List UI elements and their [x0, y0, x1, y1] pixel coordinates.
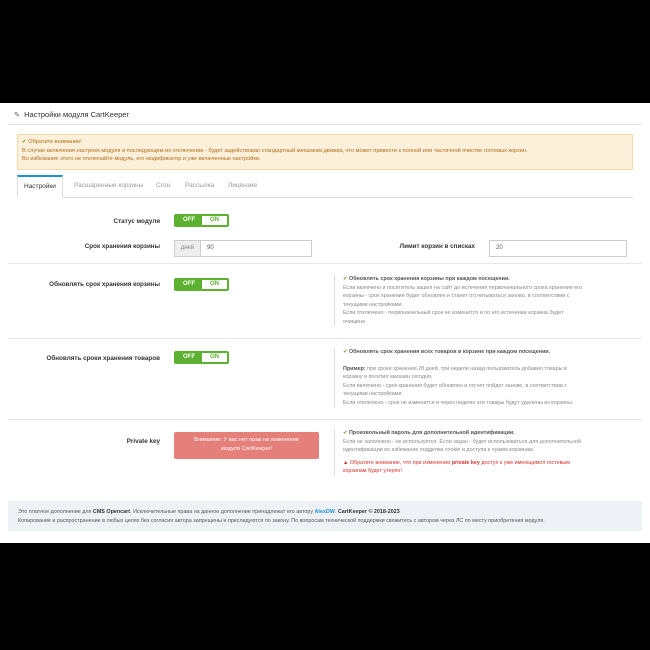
tab-license[interactable]: Лицензия: [228, 182, 257, 189]
help-line: идентификации во избежание подделки cookie и доступа к чужим корзинам.: [343, 447, 535, 453]
divider: [8, 263, 642, 264]
warning-alert: [17, 134, 633, 170]
check-icon: ✔: [343, 276, 348, 282]
brand: CartKeeper © 2018-2023: [337, 509, 400, 515]
check-icon: ✔: [343, 349, 348, 355]
warning-icon: ▲: [343, 459, 349, 466]
check-icon: ✔: [22, 139, 27, 145]
module-settings-panel: [0, 103, 650, 543]
help-line: Если не заполнено - не используется. Если задан - будет использоваться для дополнительной: [343, 438, 581, 445]
help-line: корзины - срок хранения будет обновлен и станет отсчитываться заново, в соответствии с: [343, 293, 570, 299]
footer: [8, 501, 642, 531]
notice-line: Внимание: У вас нет прав на изменение: [194, 437, 299, 443]
help-line: корзину и посетил магазин сегодня.: [343, 374, 433, 380]
tab-cron[interactable]: Crон: [156, 182, 171, 189]
cms-name: CMS Opencart: [92, 509, 131, 515]
tab-shared-carts[interactable]: Расшаренные корзины: [74, 182, 144, 189]
help-title: Обновлять срок хранения корзины при каждом посещении.: [349, 276, 510, 282]
footer-text: . Исключительные права на данное дополнение принадлежат его автору: [130, 509, 315, 515]
storage-input-group[interactable]: [174, 240, 312, 257]
toggle-off[interactable]: OFF: [176, 280, 202, 289]
storage-label: Срок хранения корзины: [84, 243, 160, 250]
help-title: Обновлять срок хранения всех товаров в корзине при каждом посещении.: [349, 349, 551, 355]
footer-text: .: [334, 509, 338, 515]
status-label: Статус модуля: [113, 218, 160, 225]
no-permission-notice: [174, 432, 319, 459]
check-icon: ✔: [343, 430, 348, 436]
panel-heading: [8, 105, 642, 125]
warn-text: корзинам будет утерян!: [343, 468, 402, 474]
footer-text: Это платное дополнение для: [18, 509, 93, 515]
help-line: Если отключено - первоначальный срок не изменится и по его истечении корзина будет: [343, 310, 564, 316]
update-goods-label: Обновлять сроки хранения товаров: [46, 355, 160, 362]
footer-line: Копирование и распространение в любых целях без согласия автора запрещены и преследуются по закону. По вопросам технической поддержки свяжитесь с автором через ЛС по месту приобретения модуля.: [18, 518, 545, 524]
tab-mailing[interactable]: Рассылка: [185, 182, 215, 189]
toggle-on[interactable]: ON: [202, 353, 227, 362]
limit-input[interactable]: 20: [489, 240, 627, 257]
private-key-help: [334, 429, 643, 476]
private-key-label: Private key: [126, 438, 160, 445]
alert-title: Обратите внимание!: [28, 139, 82, 145]
tab-settings[interactable]: Настройки: [17, 175, 63, 198]
limit-label: Лимит корзин в списках: [399, 243, 475, 250]
days-addon: дней: [175, 241, 201, 256]
help-line: текущими настройками.: [343, 301, 404, 308]
update-cart-help: [334, 275, 643, 326]
page-title: Настройки модуля CartKeeper: [24, 110, 129, 119]
help-line: текущими настройками.: [343, 391, 404, 397]
help-line: очищена: [343, 318, 366, 325]
alert-text-2: Во избежание этого не отключайте модуль, его модификатор и уже включенные настройки.: [22, 156, 261, 162]
notice-line: модуля CartKeeper!: [221, 446, 272, 452]
settings-tabs: [17, 175, 633, 198]
help-title: Произвольный пароль для дополнительной идентификации.: [349, 430, 515, 436]
warn-text: Обратите внимание, что при изменении: [349, 459, 452, 466]
warn-key: private key: [451, 459, 480, 466]
warn-text: доступ к уже имеющимся гостевым: [479, 459, 571, 466]
divider: [8, 338, 642, 339]
alert-text: В случае включения настроек модуля и последующем их отключении - будет задействован стандартный механизм движка, что может привести к полной или частичной очистке гостевых корзин.: [22, 147, 528, 154]
update-cart-toggle[interactable]: [174, 278, 229, 291]
status-toggle[interactable]: [174, 214, 229, 227]
help-line: при сроке хранения 28 дней, три недели назад пользователь добавил товары в: [365, 365, 567, 372]
help-line: Если отключено - срок не изменится и через неделю эти товары будут удалены из корзины.: [343, 399, 574, 406]
toggle-off[interactable]: OFF: [176, 216, 202, 225]
update-goods-toggle[interactable]: [174, 351, 229, 364]
divider: [8, 419, 642, 420]
update-cart-label: Обновлять срок хранения корзины: [49, 281, 160, 288]
help-line: Если включено и посетитель зашел на сайт до истечения первоначального срока хранения его: [343, 284, 583, 291]
toggle-on[interactable]: ON: [202, 280, 227, 289]
pencil-icon: ✎: [14, 112, 20, 119]
update-goods-help: [334, 348, 643, 407]
example-label: Пример:: [343, 365, 366, 372]
toggle-off[interactable]: OFF: [176, 353, 202, 362]
author-link[interactable]: AlexDW: [314, 509, 335, 515]
storage-input[interactable]: 90: [207, 245, 214, 251]
toggle-on[interactable]: ON: [202, 216, 227, 225]
help-line: Если включено - срок хранения будет обновлен и отсчет пойдет заново, в соответствии с: [343, 382, 568, 389]
